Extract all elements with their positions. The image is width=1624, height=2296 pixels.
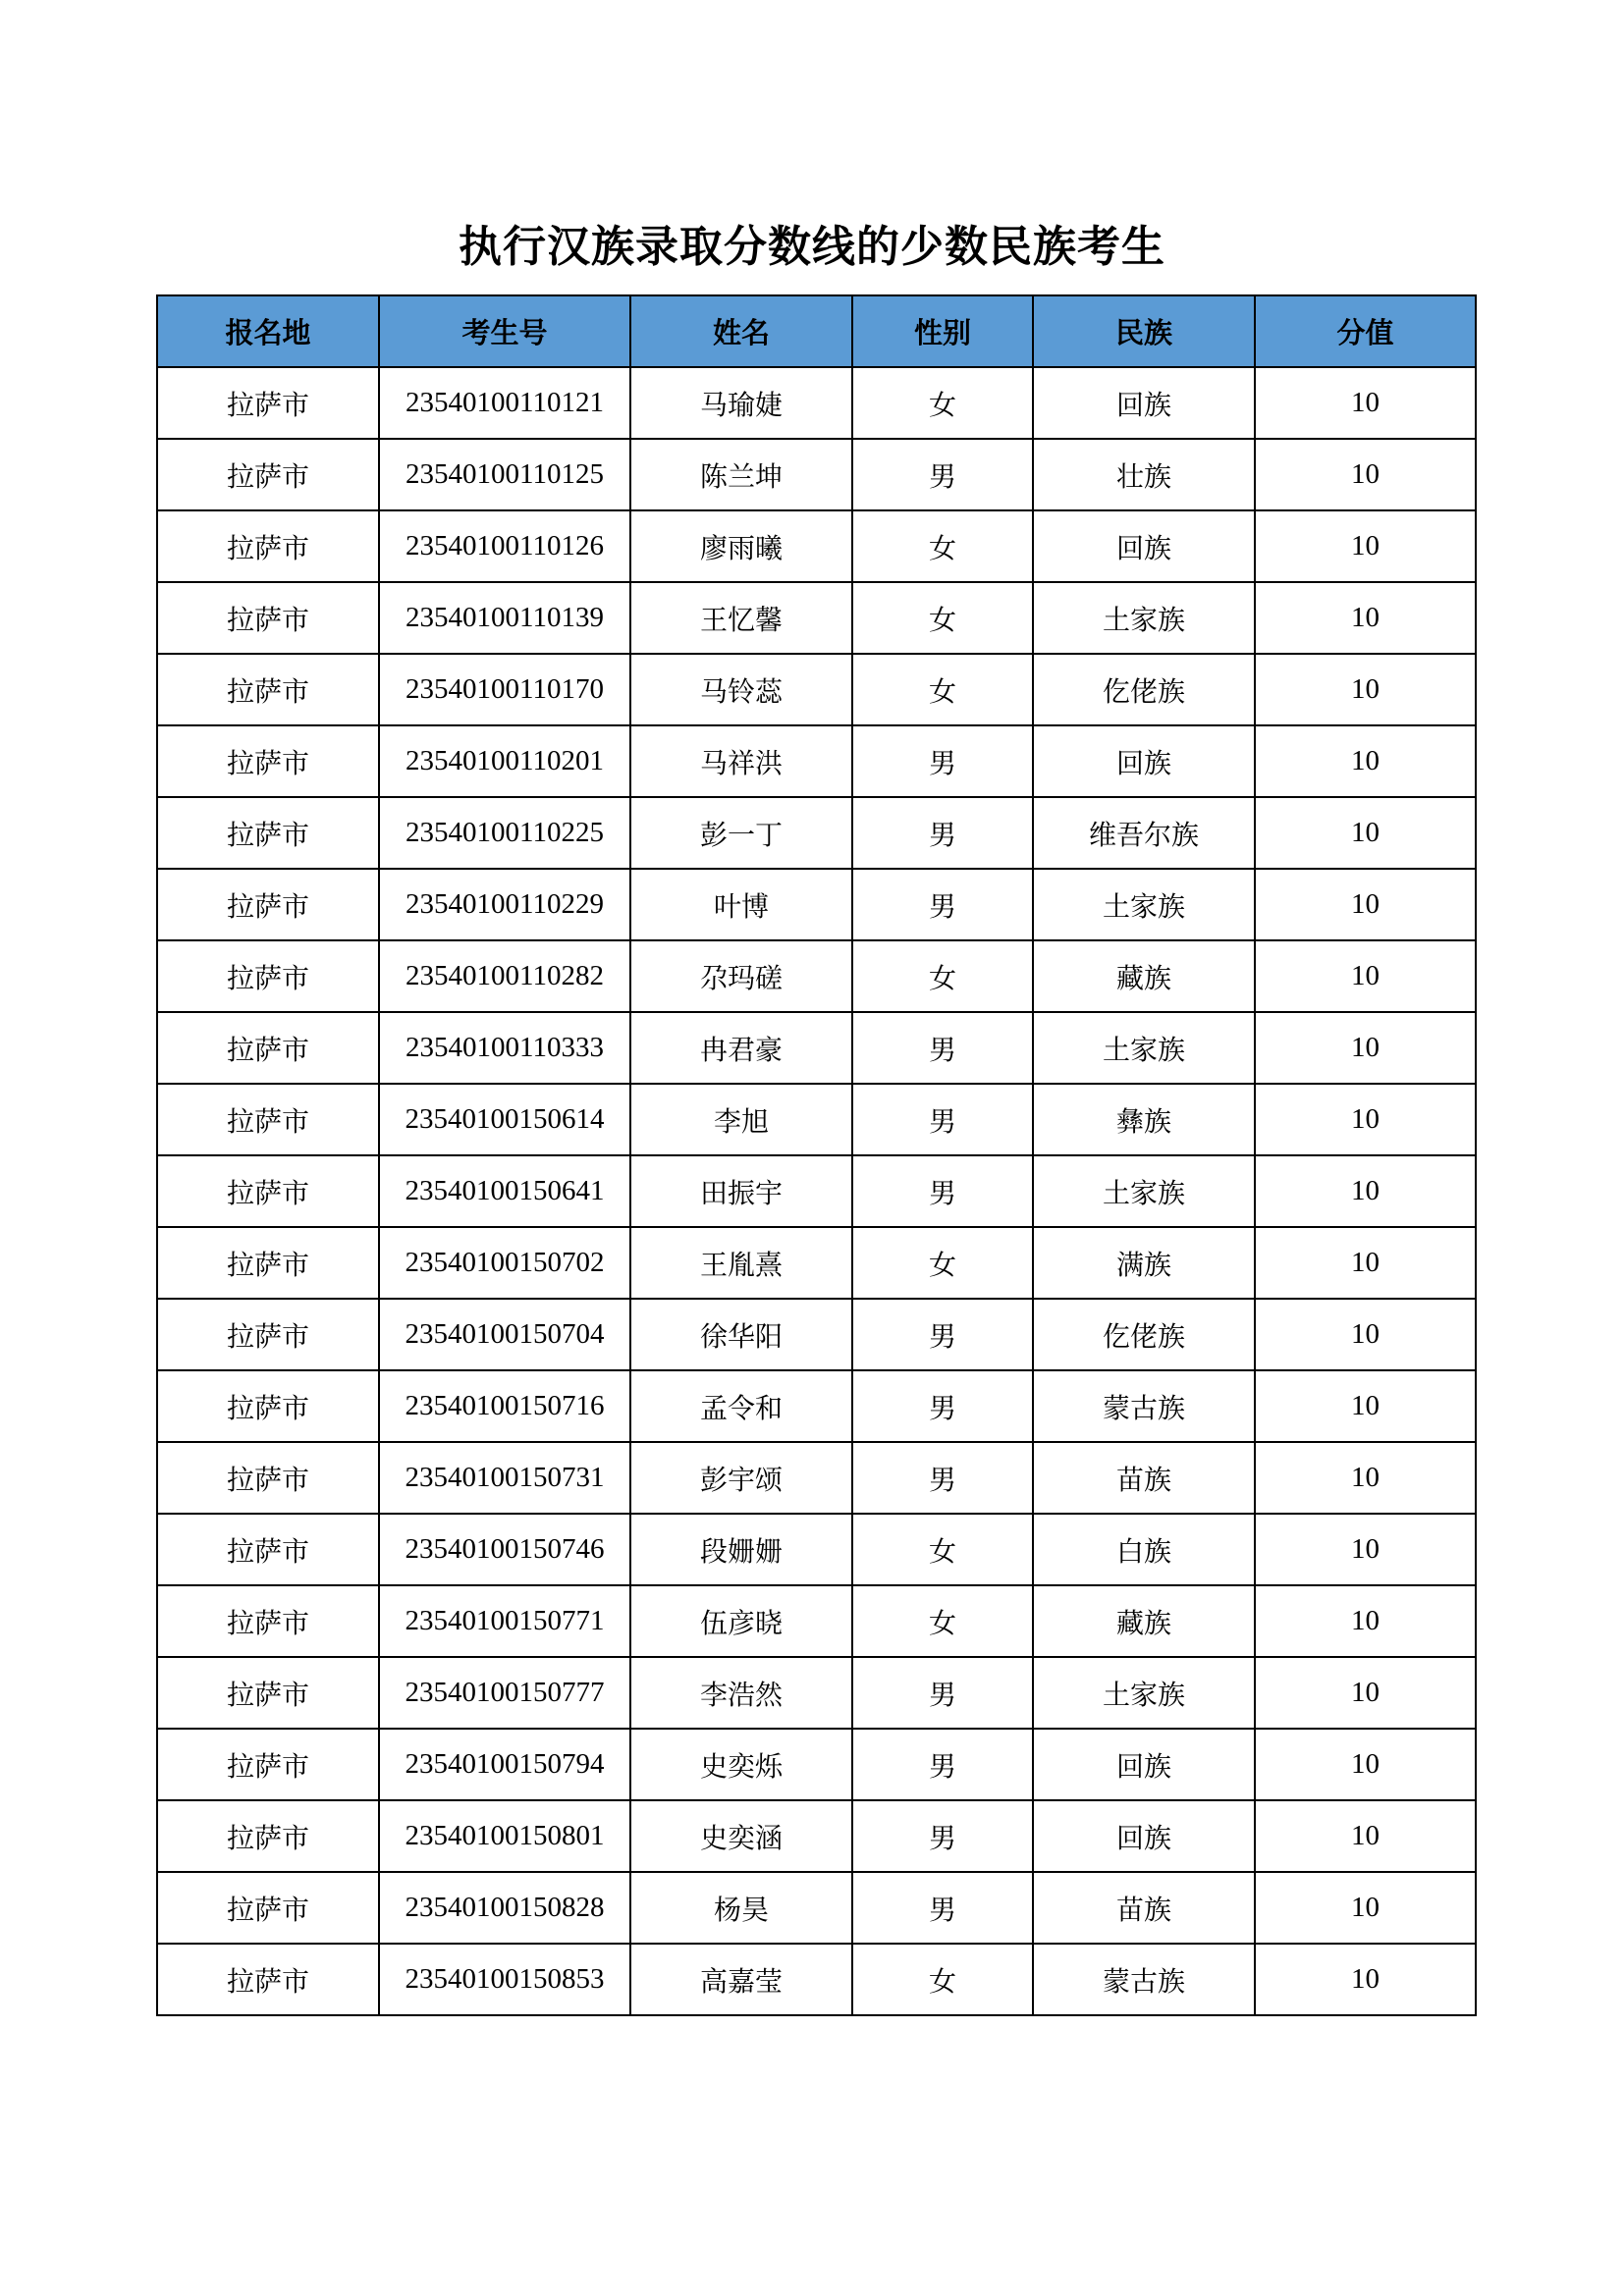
candidate-number-cell: 23540100110139 — [379, 582, 630, 654]
gender-cell: 男 — [852, 439, 1033, 510]
ethnicity-cell: 维吾尔族 — [1033, 797, 1255, 869]
column-header-registration-place: 报名地 — [157, 295, 379, 367]
score-cell: 10 — [1255, 797, 1476, 869]
gender-cell: 女 — [852, 582, 1033, 654]
candidate-number-cell: 23540100150801 — [379, 1800, 630, 1872]
registration-place-cell: 拉萨市 — [157, 1800, 379, 1872]
candidate-number-cell: 23540100110125 — [379, 439, 630, 510]
table-row — [157, 725, 1476, 797]
gender-cell: 女 — [852, 1514, 1033, 1585]
table-row — [157, 940, 1476, 1012]
gender-cell: 男 — [852, 725, 1033, 797]
page-title: 执行汉族录取分数线的少数民族考生 — [459, 222, 1165, 272]
table-row — [157, 582, 1476, 654]
table-row — [157, 1442, 1476, 1514]
name-cell: 廖雨曦 — [630, 510, 852, 582]
gender-cell: 男 — [852, 1084, 1033, 1155]
table-header-row — [157, 295, 1476, 367]
name-cell: 马瑜婕 — [630, 367, 852, 439]
score-cell: 10 — [1255, 1514, 1476, 1585]
name-cell: 田振宇 — [630, 1155, 852, 1227]
score-cell: 10 — [1255, 367, 1476, 439]
candidate-number-cell: 23540100150614 — [379, 1084, 630, 1155]
ethnicity-cell: 土家族 — [1033, 1012, 1255, 1084]
name-cell: 叶博 — [630, 869, 852, 940]
registration-place-cell: 拉萨市 — [157, 869, 379, 940]
table-row — [157, 1729, 1476, 1800]
name-cell: 王胤熹 — [630, 1227, 852, 1299]
ethnicity-cell: 蒙古族 — [1033, 1944, 1255, 2015]
score-cell: 10 — [1255, 510, 1476, 582]
name-cell: 孟令和 — [630, 1370, 852, 1442]
table-row — [157, 439, 1476, 510]
score-cell: 10 — [1255, 1442, 1476, 1514]
registration-place-cell: 拉萨市 — [157, 510, 379, 582]
ethnicity-cell: 土家族 — [1033, 869, 1255, 940]
ethnicity-cell: 土家族 — [1033, 1657, 1255, 1729]
candidate-number-cell: 23540100150777 — [379, 1657, 630, 1729]
gender-cell: 男 — [852, 1442, 1033, 1514]
registration-place-cell: 拉萨市 — [157, 1514, 379, 1585]
ethnicity-cell: 仡佬族 — [1033, 1299, 1255, 1370]
registration-place-cell: 拉萨市 — [157, 439, 379, 510]
registration-place-cell: 拉萨市 — [157, 1729, 379, 1800]
name-cell: 史奕烁 — [630, 1729, 852, 1800]
registration-place-cell: 拉萨市 — [157, 654, 379, 725]
name-cell: 彭宇颂 — [630, 1442, 852, 1514]
candidate-number-cell: 23540100150746 — [379, 1514, 630, 1585]
ethnicity-cell: 回族 — [1033, 725, 1255, 797]
gender-cell: 女 — [852, 510, 1033, 582]
name-cell: 马铃蕊 — [630, 654, 852, 725]
registration-place-cell: 拉萨市 — [157, 797, 379, 869]
registration-place-cell: 拉萨市 — [157, 1872, 379, 1944]
name-cell: 徐华阳 — [630, 1299, 852, 1370]
registration-place-cell: 拉萨市 — [157, 367, 379, 439]
table-row — [157, 869, 1476, 940]
ethnicity-cell: 满族 — [1033, 1227, 1255, 1299]
candidate-number-cell: 23540100150794 — [379, 1729, 630, 1800]
name-cell: 王忆馨 — [630, 582, 852, 654]
candidate-number-cell: 23540100150716 — [379, 1370, 630, 1442]
gender-cell: 女 — [852, 367, 1033, 439]
ethnicity-cell: 藏族 — [1033, 1585, 1255, 1657]
score-cell: 10 — [1255, 1299, 1476, 1370]
name-cell: 马祥洪 — [630, 725, 852, 797]
score-cell: 10 — [1255, 439, 1476, 510]
ethnicity-cell: 回族 — [1033, 510, 1255, 582]
table-row — [157, 1585, 1476, 1657]
name-cell: 李旭 — [630, 1084, 852, 1155]
score-cell: 10 — [1255, 1012, 1476, 1084]
column-header-ethnicity: 民族 — [1033, 295, 1255, 367]
candidate-number-cell: 23540100150704 — [379, 1299, 630, 1370]
gender-cell: 女 — [852, 1227, 1033, 1299]
registration-place-cell: 拉萨市 — [157, 1155, 379, 1227]
column-header-name: 姓名 — [630, 295, 852, 367]
score-cell: 10 — [1255, 725, 1476, 797]
registration-place-cell: 拉萨市 — [157, 1944, 379, 2015]
score-cell: 10 — [1255, 1729, 1476, 1800]
ethnicity-cell: 苗族 — [1033, 1872, 1255, 1944]
gender-cell: 女 — [852, 1944, 1033, 2015]
name-cell: 伍彦晓 — [630, 1585, 852, 1657]
registration-place-cell: 拉萨市 — [157, 1012, 379, 1084]
registration-place-cell: 拉萨市 — [157, 1084, 379, 1155]
candidate-number-cell: 23540100150731 — [379, 1442, 630, 1514]
table-row — [157, 1514, 1476, 1585]
name-cell: 冉君豪 — [630, 1012, 852, 1084]
candidate-number-cell: 23540100110201 — [379, 725, 630, 797]
registration-place-cell: 拉萨市 — [157, 1370, 379, 1442]
candidate-number-cell: 23540100110225 — [379, 797, 630, 869]
score-cell: 10 — [1255, 582, 1476, 654]
score-cell: 10 — [1255, 654, 1476, 725]
ethnicity-cell: 白族 — [1033, 1514, 1255, 1585]
gender-cell: 女 — [852, 654, 1033, 725]
candidate-number-cell: 23540100150641 — [379, 1155, 630, 1227]
candidate-number-cell: 23540100110282 — [379, 940, 630, 1012]
table-row — [157, 1155, 1476, 1227]
gender-cell: 女 — [852, 940, 1033, 1012]
gender-cell: 男 — [852, 1872, 1033, 1944]
registration-place-cell: 拉萨市 — [157, 1442, 379, 1514]
table-row — [157, 797, 1476, 869]
gender-cell: 男 — [852, 1012, 1033, 1084]
score-cell: 10 — [1255, 1944, 1476, 2015]
table-row — [157, 1872, 1476, 1944]
registration-place-cell: 拉萨市 — [157, 1299, 379, 1370]
candidate-number-cell: 23540100110121 — [379, 367, 630, 439]
ethnicity-cell: 苗族 — [1033, 1442, 1255, 1514]
score-cell: 10 — [1255, 1585, 1476, 1657]
gender-cell: 男 — [852, 1370, 1033, 1442]
score-cell: 10 — [1255, 1657, 1476, 1729]
registration-place-cell: 拉萨市 — [157, 582, 379, 654]
registration-place-cell: 拉萨市 — [157, 1227, 379, 1299]
ethnicity-cell: 土家族 — [1033, 582, 1255, 654]
table-row — [157, 510, 1476, 582]
candidate-table — [156, 294, 1477, 2016]
gender-cell: 男 — [852, 797, 1033, 869]
ethnicity-cell: 仡佬族 — [1033, 654, 1255, 725]
ethnicity-cell: 藏族 — [1033, 940, 1255, 1012]
table-row — [157, 1370, 1476, 1442]
column-header-gender: 性别 — [852, 295, 1033, 367]
ethnicity-cell: 土家族 — [1033, 1155, 1255, 1227]
score-cell: 10 — [1255, 1227, 1476, 1299]
name-cell: 杨昊 — [630, 1872, 852, 1944]
table-body — [157, 367, 1476, 2015]
table-row — [157, 367, 1476, 439]
table-row — [157, 1800, 1476, 1872]
name-cell: 尕玛磋 — [630, 940, 852, 1012]
gender-cell: 男 — [852, 1729, 1033, 1800]
score-cell: 10 — [1255, 1872, 1476, 1944]
name-cell: 段姗姗 — [630, 1514, 852, 1585]
gender-cell: 男 — [852, 1299, 1033, 1370]
table-row — [157, 1944, 1476, 2015]
gender-cell: 男 — [852, 1657, 1033, 1729]
score-cell: 10 — [1255, 1370, 1476, 1442]
candidate-number-cell: 23540100110229 — [379, 869, 630, 940]
column-header-score: 分值 — [1255, 295, 1476, 367]
table-row — [157, 1012, 1476, 1084]
ethnicity-cell: 回族 — [1033, 1729, 1255, 1800]
gender-cell: 男 — [852, 869, 1033, 940]
name-cell: 彭一丁 — [630, 797, 852, 869]
candidate-number-cell: 23540100150853 — [379, 1944, 630, 2015]
score-cell: 10 — [1255, 1084, 1476, 1155]
candidate-number-cell: 23540100110333 — [379, 1012, 630, 1084]
name-cell: 李浩然 — [630, 1657, 852, 1729]
candidate-number-cell: 23540100110126 — [379, 510, 630, 582]
name-cell: 陈兰坤 — [630, 439, 852, 510]
column-header-candidate-number: 考生号 — [379, 295, 630, 367]
gender-cell: 男 — [852, 1155, 1033, 1227]
table-row — [157, 1084, 1476, 1155]
candidate-number-cell: 23540100150702 — [379, 1227, 630, 1299]
registration-place-cell: 拉萨市 — [157, 1657, 379, 1729]
table-row — [157, 654, 1476, 725]
score-cell: 10 — [1255, 869, 1476, 940]
gender-cell: 男 — [852, 1800, 1033, 1872]
registration-place-cell: 拉萨市 — [157, 725, 379, 797]
table-row — [157, 1227, 1476, 1299]
registration-place-cell: 拉萨市 — [157, 940, 379, 1012]
candidate-number-cell: 23540100110170 — [379, 654, 630, 725]
score-cell: 10 — [1255, 1800, 1476, 1872]
registration-place-cell: 拉萨市 — [157, 1585, 379, 1657]
ethnicity-cell: 蒙古族 — [1033, 1370, 1255, 1442]
table-row — [157, 1657, 1476, 1729]
score-cell: 10 — [1255, 940, 1476, 1012]
ethnicity-cell: 壮族 — [1033, 439, 1255, 510]
name-cell: 史奕涵 — [630, 1800, 852, 1872]
gender-cell: 女 — [852, 1585, 1033, 1657]
ethnicity-cell: 彝族 — [1033, 1084, 1255, 1155]
candidate-number-cell: 23540100150828 — [379, 1872, 630, 1944]
candidate-number-cell: 23540100150771 — [379, 1585, 630, 1657]
score-cell: 10 — [1255, 1155, 1476, 1227]
name-cell: 高嘉莹 — [630, 1944, 852, 2015]
ethnicity-cell: 回族 — [1033, 367, 1255, 439]
ethnicity-cell: 回族 — [1033, 1800, 1255, 1872]
table-row — [157, 1299, 1476, 1370]
